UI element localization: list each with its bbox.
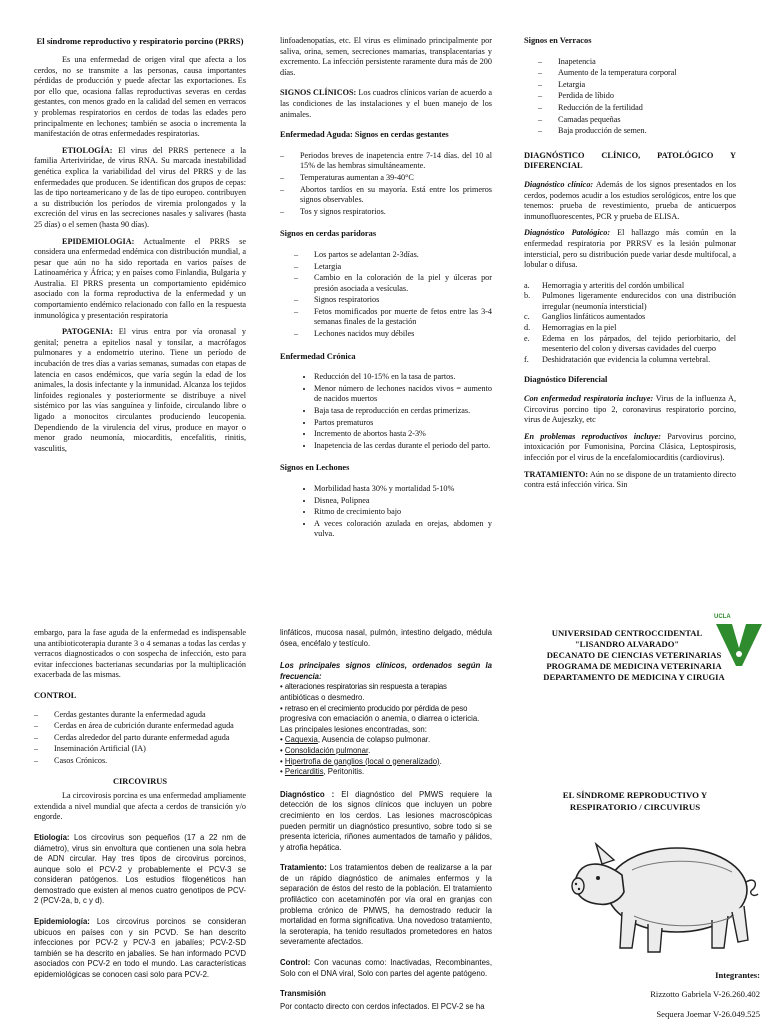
list-item: • Disnea, Polipnea xyxy=(314,496,492,507)
list-item: c. Ganglios linfáticos aumentados xyxy=(524,312,646,322)
epidemiologia-heading: EPIDEMIOLOGIA: xyxy=(62,236,135,246)
tratamiento-text: Aún no se dispone de un tratamiento directo contra está infección vírica. Sin xyxy=(524,469,736,490)
list-item: • A veces coloración azulada en orejas, abdomen y vulva. xyxy=(314,519,492,540)
etiologia-heading: ETIOLOGÍA: xyxy=(62,145,113,155)
list-item: • Inapetencia de las cerdas durante el periodo del parto. xyxy=(314,441,492,452)
epidemiologia-paragraph xyxy=(34,237,246,322)
patogenia-heading: PATOGENIA: xyxy=(62,327,113,337)
bottom-column-1 xyxy=(34,628,246,987)
diagnostico-clinico-text: Además de los signos presentados en los cerdos, podemos acudir a los estudios serológicos, entre los que tenemos: prueba de revestimiento, prueba de anticuerpos inmunofluorescentes, PCR y prueba de ELISA. xyxy=(524,179,737,221)
signos-frecuencia-heading: Los principales signos clínicos, ordenados según la frecuencia: xyxy=(280,661,492,681)
logo-text: UCLA xyxy=(714,614,731,620)
diagnostico-diferencial-heading: Diagnóstico Diferencial xyxy=(524,375,608,385)
lesiones-heading: Las principales lesiones encontradas, son: xyxy=(280,724,427,734)
diagnostico-patologico-heading: Diagnóstico Patológico: xyxy=(524,228,611,238)
tratamiento-paragraph xyxy=(524,470,736,491)
transmision-heading: Transmisión xyxy=(280,989,326,999)
circo-tratamiento-heading: Tratamiento: xyxy=(280,863,327,873)
integrantes-block xyxy=(560,970,760,1020)
circo-epidemiologia-text: Los circovirus porcinos se consideran ubicuos en países con y sin PCVD. Se han descrito infecciones por PCV-2 y PCV-3 en jabalíes; PCV-2-SD también se ha descrito en jabalíes. Se han informado PCVD asociados con PCV-2 en todo el mundo. Las características epidemiológicas se conocen casi solo para PCV-2. xyxy=(34,917,246,980)
list-item: e. Edema en los párpados, del tejido periorbitario, del mesenterio del colon y diversas cavidades del cuerpo xyxy=(524,333,736,354)
list-item: a. Hemorragia y arteritis del cordón umbilical xyxy=(524,280,685,290)
list-item: • Baja tasa de reproducción en cerdas primerizas. xyxy=(314,406,492,417)
university-name: UNIVERSIDAD CENTROCCIDENTAL xyxy=(551,628,703,638)
list-item: • Menor número de lechones nacidos vivos = aumento de nacidos muertos xyxy=(314,384,492,405)
list-item: • Ritmo de crecimiento bajo xyxy=(314,507,492,518)
list-item: – Aumento de la temperatura corporal xyxy=(538,68,736,79)
bottom-column-2 xyxy=(280,628,492,1018)
circo-diagnostico: Diagnóstico : El diagnóstico del PMWS requiere la detección de los signos clínicos que incluyen un pobre crecimiento en los cerdos. Las lesiones macroscópicas pueden permitir un diagnóstico presuntivo, sobre todo si se presenta ictericia, riñones aumentados de tamaño y pálidos, y atrofia hepática. xyxy=(280,789,492,852)
aguda-list xyxy=(280,151,492,218)
signos-clinicos-paragraph xyxy=(280,88,492,120)
integrantes-heading: Integrantes: xyxy=(715,970,760,980)
logo-v-icon xyxy=(712,614,764,668)
list-item: – Temperaturas aumentan a 39-40°C xyxy=(280,173,492,184)
list-item: d. Hemorragias en la piel xyxy=(524,323,617,333)
list-item: – Letargia xyxy=(538,80,736,91)
diagnostico-clinico xyxy=(524,180,736,222)
departamento: DEPARTAMENTO DE MEDICINA Y CIRUGIA xyxy=(543,672,725,682)
dif-respiratoria-text: Virus de la influenza A, Circovirus porcino tipo 2, coronavirus respiratorio porcino, virus de Aujeszky, etc xyxy=(524,394,736,425)
circo-diagnostico-heading: Diagnóstico : xyxy=(280,789,335,799)
list-item: – Signos respiratorios xyxy=(294,295,492,306)
university-subname: "LISANDRO ALVARADO" xyxy=(574,639,680,649)
lesiones-list: • Caquexia, Ausencia de colapso pulmonar. • Consolidación pulmonar. • Hipertrofia de ganglios (local o generalizado). • Pericarditis, Peritonitis. xyxy=(280,735,442,777)
list-item: – Cerdas gestantes durante la enfermedad aguda xyxy=(34,710,246,721)
top-column-1 xyxy=(34,36,246,460)
ucla-logo xyxy=(712,614,764,668)
etiologia-text: El virus del PRRS pertenece a la familia Arteriviridae, de virus RNA. Su marcada inestabilidad genética explica la variabilidad del virus del PRRS y de las enfermedades que producen. Se identifican dos grupos de cepas: las de tipo norteamericano y de las de tipo europeo. contribuyen a su distribución los períodos de viremia prolongados y la excreción del virus en las secreciones nasales y salivares (hasta 25 días) o el semen (hasta 90 días). xyxy=(34,145,246,229)
dif-respiratoria-heading: Con enfermedad respiratoria incluye: xyxy=(524,394,654,404)
dif-reproductiva-text: Parvovirus porcino, intoxicación por Fumonisina, Porcina Clásica, Leptospirosis, infección por el virus de la encefalomiocarditis (cardiovirus). xyxy=(524,431,736,462)
signo-2: retraso en el crecimiento producido por pérdida de peso xyxy=(284,703,468,713)
list-item: – Inseminación Artificial (IA) xyxy=(34,744,246,755)
list-item: – Inapetencia xyxy=(538,57,736,68)
lechones-list xyxy=(280,484,492,540)
bottom-column-3-cover xyxy=(524,628,744,683)
epidemiologia-text: Actualmente el PRRS se considera una enfermedad endémica con distribución mundial, a pesar que aún no ha sido reportada en varios países de Latinoamérica y África; y en países como Finlandia, Bulgaria y Australia. El PRRS presenta un comportamiento epidémico asociado con la forma reproductiva de la enfermedad y un comportamiento endémico relacionado con fallo en la respuesta inmunológica y presentación respiratoria xyxy=(34,236,246,320)
list-item: – Tos y signos respiratorios. xyxy=(280,207,492,218)
list-item: – Fetos momificados por muerte de fetos entre las 3-4 semanas finales de la gestación xyxy=(294,307,492,328)
list-item: • Morbilidad hasta 30% y mortalidad 5-10% xyxy=(314,484,492,495)
circo-control-heading: Control: xyxy=(280,958,311,968)
integrante-1: Rizzotto Gabriela V-26.260.402 xyxy=(650,988,760,999)
dif-reproductiva xyxy=(524,432,736,464)
list-item: – Cerdas en área de cubrición durante enfermedad aguda xyxy=(34,721,246,732)
list-item: – Abortos tardíos en su mayoría. Está entre los primeros signos observables. xyxy=(280,185,492,206)
list-item: – Los partos se adelantan 2-3días. xyxy=(294,250,492,261)
antibiotico-paragraph: embargo, para la fase aguda de la enfermedad es indispensable una antibioticoterapia durante 3 o 4 semanas a todas las cerdas y verracos diagnosticados o con sospecha de infección, esto para evitar infecciones bacterianas secundarias por la multiplicación exacerbada de las mismas. xyxy=(34,628,246,680)
list-item: – Cambio en la coloración de la piel y úlceras por presión asociada a vesículas. xyxy=(294,273,492,294)
integrante-2: Sequera Joemar V-26.049.525 xyxy=(656,1009,760,1020)
prrs-intro: Es una enfermedad de origen viral que afecta a los cerdos, no se transmite a las personas, causa importantes pérdidas de producción y puede afectar las exportaciones. Es por ello que, ocasiona fallas reproductivas severas en cerdas gestantes, con menos grado en la calidad del semen en verracos y problemas respiratorios en cerdos de todas las edades pero principalmente en lechones; también se asocia o incrementa la manifestación de otras enfermedades respiratorias. xyxy=(34,55,246,139)
patogenia-paragraph xyxy=(34,327,246,454)
transmision-paragraph: linfoadenopatías, etc. El virus es eliminado principalmente por saliva, orina, semen, secreciones mamarias, transplacentarias y excremento. La infección persistente raramente dura más de 200 días. xyxy=(280,36,492,77)
signos-frecuencia-list: • alteraciones respiratorias sin respuesta a terapias antibióticas o desmedro. • retraso en el crecimiento producido por pérdida de peso progresiva con emaciación o anemia, o diarrea o ictericia. Las principales lesiones encontradas, son: xyxy=(280,682,480,734)
lechones-heading: Signos en Lechones xyxy=(280,463,350,473)
verracos-list xyxy=(524,57,736,137)
etiologia-paragraph xyxy=(34,146,246,231)
signo-1: alteraciones respiratorias sin respuesta a terapias xyxy=(284,682,447,692)
circo-epidemiologia-heading: Epidemiología: xyxy=(34,917,90,927)
cronica-heading: Enfermedad Crónica xyxy=(280,351,356,361)
patogenia-text: El virus entra por vía oronasal y genital; penetra a epitelios nasal y tonsilar, a macrófagos pulmonares y a endometrio uterino. Tiene un período de incubación de tres días a varias semanas, sumadas con etapas de latencia en casos endémicos, que varía según la edad de los animales, la dosis infectante y la inmunidad. Alcanza los tejidos linfoides regionales y posteriormente se distribuye a nivel sistémico por las vías sanguínea y linfoide, circulando libre o ligado a monocitos circulantes produciendo leucopenia. Dependiendo de la virulencia del virus, produce en mayor o menor grado neumonía, miocarditis, encefalitis, rinitis, vasculitis, xyxy=(34,327,246,453)
list-item: – Letargia xyxy=(294,262,492,273)
list-item: – Periodos breves de inapetencia entre 7-14 días. del 10 al 15% de las hembras simultáneamente. xyxy=(280,151,492,172)
brochure-title: EL SÍNDROME REPRODUCTIVO Y RESPIRATORIO / CIRCUVIRUS xyxy=(562,790,708,812)
diagnostico-heading: DIAGNÓSTICO CLÍNICO, PATOLÓGICO Y DIFERENCIAL xyxy=(524,150,736,171)
paridoras-list xyxy=(280,250,492,340)
diagnostico-patologico xyxy=(524,228,736,270)
pig-illustration-icon xyxy=(562,820,762,960)
top-column-2 xyxy=(280,36,492,546)
circovirus-intro: La circovirosis porcina es una enfermedad ampliamente extendida a nivel mundial que afecta a cerdos de transición y/o engorde. xyxy=(34,791,246,822)
circo-etiologia-heading: Etiología: xyxy=(34,832,70,842)
cronica-list xyxy=(280,372,492,451)
diagnostico-clinico-heading: Diagnóstico clínico: xyxy=(524,179,594,189)
prrs-title: El síndrome reproductivo y respiratorio porcino (PRRS) xyxy=(36,36,244,46)
tratamiento-heading: TRATAMIENTO: xyxy=(524,469,589,479)
list-item: b. Pulmones ligeramente endurecidos con una distribución irregular (neumonía intersticial) xyxy=(524,291,736,311)
circo-etiologia xyxy=(34,833,246,907)
lesiones-list xyxy=(524,281,736,366)
list-item: – Casos Crónicos. xyxy=(34,756,246,767)
cover-title xyxy=(530,790,740,813)
signos-clinicos-text: Los cuadros clínicos varían de acuerdo a las condiciones de las instalaciones y el buen manejo de los animales. xyxy=(280,88,492,119)
transmision-text: Por contacto directo con cerdos infectados. El PCV-2 se ha xyxy=(280,1001,485,1011)
circo-epidemiologia xyxy=(34,917,246,981)
dif-respiratoria xyxy=(524,394,736,426)
verracos-heading: Signos en Verracos xyxy=(524,36,592,45)
dif-reproductiva-heading: En problemas reproductivos incluye: xyxy=(524,431,661,441)
list-item: – Cerdas alrededor del parto durante enfermedad aguda xyxy=(34,733,246,744)
circovirus-heading: CIRCOVIRUS xyxy=(113,776,167,786)
organos-paragraph: linfáticos, mucosa nasal, pulmón, intestino delgado, médula ósea, encéfalo y testículo. xyxy=(280,628,492,648)
control-list xyxy=(34,710,246,767)
aguda-heading: Enfermedad Aguda: Signos en cerdas gestantes xyxy=(280,130,449,140)
signos-clinicos-heading: SIGNOS CLÍNICOS: xyxy=(280,88,357,98)
list-item: • Reducción del 10-15% en la tasa de partos. xyxy=(314,372,492,383)
circo-tratamiento: Tratamiento: Los tratamientos deben de realizarse a la par de un rápido diagnóstico de animales enfermos y la separación de éstos del resto de la población. El tratamiento profiláctico con acetaminofén por vía oral en granjas con problema crónico de PMWS, ha demostrado reducir la mortalidad en forma significativa. Una novedoso tratamiento, la seroterapia, ha tenido resultados prometedores en hatos severamente afectados. xyxy=(280,863,492,947)
list-item: – Reducción de la fertilidad xyxy=(538,103,736,114)
list-item: – Perdida de líbido xyxy=(538,91,736,102)
programa: PROGRAMA DE MEDICINA VETERINARIA xyxy=(546,661,722,671)
control-heading: CONTROL xyxy=(34,690,77,700)
circo-etiologia-text: Los circovirus son pequeños (17 a 22 nm de diámetro), virus sin envoltura que contienen una sola hebra de ADN circular. Hay tres tipos de circovirus porcinos, aunque solo el PCV-2 y probablemente el PCV-3 se consideran patógenos. Los estudios filogenéticos han demostrado que existen al menos cuatro genotipos de PCV-2 (PCV-2a, b, c y d). xyxy=(34,832,246,906)
list-item: • Incremento de abortos hasta 2-3% xyxy=(314,429,492,440)
diagnostico-patologico-text: El hallazgo más común en la enfermedad respiratoria por PRRSV es la lesión pulmonar intersticial, pero su distribución puede variar desde multifocal, a lobular o difusa. xyxy=(524,228,736,270)
list-item: – Camadas pequeñas xyxy=(538,115,736,126)
list-item: • Partos prematuros xyxy=(314,418,492,429)
list-item: – Baja producción de semen. xyxy=(538,126,736,137)
list-item: – Lechones nacidos muy débiles xyxy=(294,329,492,340)
circo-control: Control: Con vacunas como: Inactivadas, Recombinantes, Solo con el DNA viral, Solo con partes del agente patógeno. xyxy=(280,958,492,978)
paridoras-heading: Signos en cerdas paridoras xyxy=(280,229,377,239)
top-column-3 xyxy=(524,36,736,497)
list-item: f. Deshidratación que evidencia la columna vertebral. xyxy=(524,354,711,364)
decanato: DECANATO DE CIENCIAS VETERINARIAS xyxy=(546,650,722,660)
